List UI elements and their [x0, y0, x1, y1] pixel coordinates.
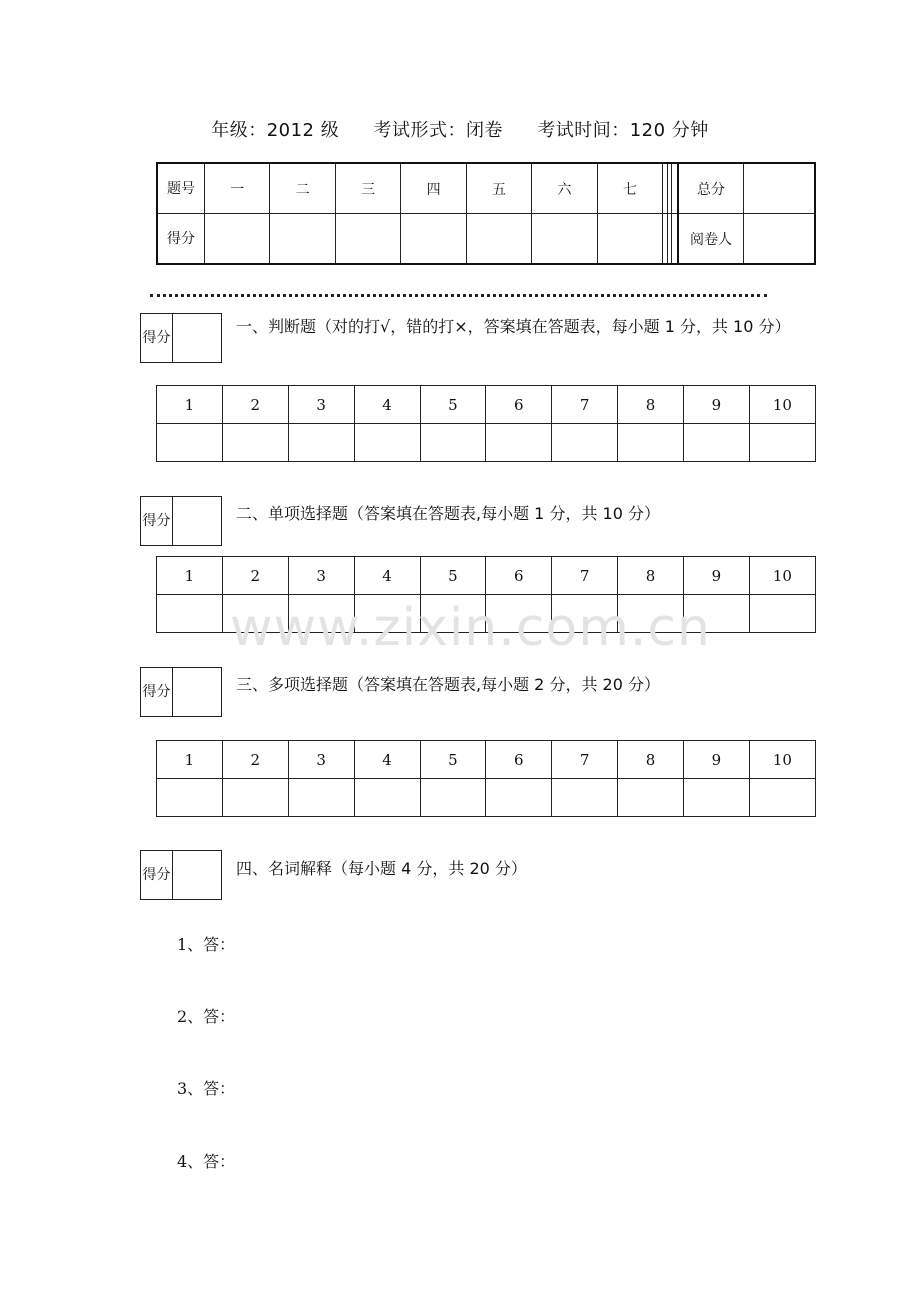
answer-number: 10	[749, 386, 815, 424]
answer-cell[interactable]	[222, 424, 288, 462]
answer-number: 3	[288, 557, 354, 595]
answer-number: 1	[157, 386, 223, 424]
answer-cell[interactable]	[288, 779, 354, 817]
answer-number: 4	[354, 741, 420, 779]
answer-cell[interactable]	[552, 779, 618, 817]
total-score-label: 总分	[678, 163, 744, 214]
score-cell[interactable]	[597, 214, 662, 265]
score-cell[interactable]	[270, 214, 335, 265]
answer-table-1	[156, 385, 816, 462]
answer-number-row	[157, 386, 816, 424]
exam-time-label: 考试时间：120 分钟	[537, 120, 709, 141]
answer-number: 6	[486, 741, 552, 779]
score-cell[interactable]	[466, 214, 531, 265]
grader-label: 阅卷人	[678, 214, 744, 265]
question-col: 七	[597, 163, 662, 214]
section-4-title: 四、名词解释（每小题 4 分，共 20 分）	[236, 859, 527, 878]
answer-number: 7	[552, 557, 618, 595]
question-col: 六	[532, 163, 597, 214]
question-col: 四	[401, 163, 466, 214]
answer-number: 6	[486, 386, 552, 424]
score-box-cell[interactable]	[173, 497, 222, 546]
total-score-cell[interactable]	[744, 163, 816, 214]
answer-number: 2	[222, 386, 288, 424]
answer-number: 9	[684, 386, 750, 424]
exam-info-header	[0, 116, 920, 142]
score-cell[interactable]	[335, 214, 400, 265]
score-cell[interactable]	[671, 214, 678, 265]
answer-cell[interactable]	[749, 595, 815, 633]
section-3-title: 三、多项选择题（答案填在答题表,每小题 2 分，共 20 分）	[236, 675, 660, 694]
answer-number: 5	[420, 557, 486, 595]
answer-cell[interactable]	[157, 595, 223, 633]
answer-number: 9	[684, 741, 750, 779]
answer-line-2: 2、答：	[177, 1007, 236, 1026]
answer-number: 8	[618, 386, 684, 424]
answer-number: 6	[486, 557, 552, 595]
question-col	[671, 163, 678, 214]
answer-table-3	[156, 740, 816, 817]
score-box-label: 得分	[141, 851, 173, 900]
score-box-label: 得分	[141, 668, 173, 717]
answer-number: 5	[420, 741, 486, 779]
dotted-separator	[150, 294, 767, 297]
answer-number: 7	[552, 741, 618, 779]
score-cell[interactable]	[532, 214, 597, 265]
answer-number: 7	[552, 386, 618, 424]
answer-line-3: 3、答：	[177, 1079, 236, 1098]
answer-number-row	[157, 557, 816, 595]
answer-cell[interactable]	[354, 779, 420, 817]
answer-number: 1	[157, 741, 223, 779]
question-col: 三	[335, 163, 400, 214]
score-cell[interactable]	[401, 214, 466, 265]
answer-number: 8	[618, 557, 684, 595]
section-score-box	[140, 850, 222, 900]
question-col: 一	[205, 163, 270, 214]
answer-number: 3	[288, 741, 354, 779]
answer-number: 1	[157, 557, 223, 595]
answer-cell[interactable]	[288, 424, 354, 462]
score-box-cell[interactable]	[173, 851, 222, 900]
answer-cell[interactable]	[684, 779, 750, 817]
answer-cell[interactable]	[749, 779, 815, 817]
section-2-title: 二、单项选择题（答案填在答题表,每小题 1 分，共 10 分）	[236, 504, 660, 523]
answer-input-row	[157, 779, 816, 817]
watermark: www.zixin.com.cn	[230, 598, 711, 658]
answer-cell[interactable]	[354, 424, 420, 462]
answer-cell[interactable]	[684, 424, 750, 462]
grade-label: 年级：2012 级	[211, 120, 340, 141]
section-1-title: 一、判断题（对的打√，错的打×，答案填在答题表，每小题 1 分，共 10 分）	[236, 317, 791, 336]
answer-input-row	[157, 424, 816, 462]
score-box-cell[interactable]	[173, 314, 222, 363]
answer-line-4: 4、答：	[177, 1152, 236, 1171]
answer-cell[interactable]	[552, 424, 618, 462]
section-score-box	[140, 667, 222, 717]
question-col: 二	[270, 163, 335, 214]
answer-number: 4	[354, 557, 420, 595]
answer-cell[interactable]	[420, 779, 486, 817]
answer-cell[interactable]	[486, 424, 552, 462]
score-row-header: 得分	[157, 214, 205, 265]
answer-number: 9	[684, 557, 750, 595]
answer-number: 4	[354, 386, 420, 424]
score-summary-table	[156, 162, 816, 265]
answer-cell[interactable]	[420, 424, 486, 462]
section-score-box	[140, 313, 222, 363]
question-col: 五	[466, 163, 531, 214]
answer-number: 2	[222, 741, 288, 779]
answer-line-1: 1、答：	[177, 935, 236, 954]
answer-cell[interactable]	[222, 779, 288, 817]
score-box-label: 得分	[141, 497, 173, 546]
answer-number-row	[157, 741, 816, 779]
answer-cell[interactable]	[749, 424, 815, 462]
answer-number: 3	[288, 386, 354, 424]
score-cell[interactable]	[205, 214, 270, 265]
answer-cell[interactable]	[618, 424, 684, 462]
section-score-box	[140, 496, 222, 546]
answer-cell[interactable]	[157, 779, 223, 817]
answer-number: 10	[749, 557, 815, 595]
score-box-cell[interactable]	[173, 668, 222, 717]
question-number-header: 题号	[157, 163, 205, 214]
score-box-label: 得分	[141, 314, 173, 363]
answer-number: 10	[749, 741, 815, 779]
grader-cell[interactable]	[744, 214, 816, 265]
answer-number: 8	[618, 741, 684, 779]
answer-cell[interactable]	[486, 779, 552, 817]
answer-cell[interactable]	[157, 424, 223, 462]
answer-number: 5	[420, 386, 486, 424]
answer-number: 2	[222, 557, 288, 595]
answer-cell[interactable]	[618, 779, 684, 817]
exam-form-label: 考试形式：闭卷	[373, 120, 503, 141]
